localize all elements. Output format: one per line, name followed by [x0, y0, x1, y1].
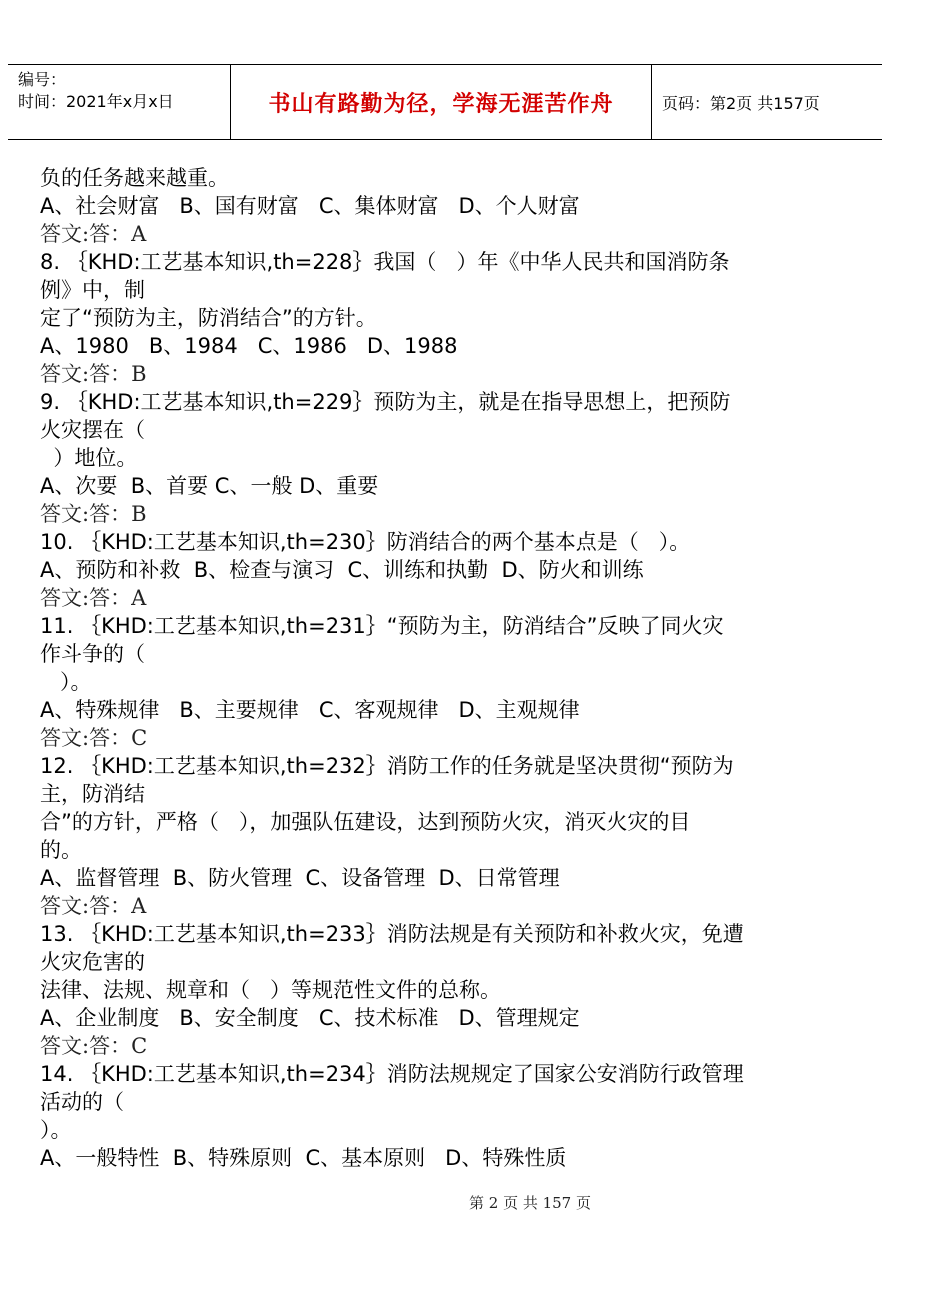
- options-line: A、特殊规律 B、主要规律 C、客观规律 D、主观规律: [40, 698, 580, 722]
- options-line: A、企业制度 B、安全制度 C、技术标准 D、管理规定: [40, 1006, 580, 1030]
- answer-line: 答文:答：C: [40, 1034, 148, 1058]
- footer-page-number: 第 2 页 共 157 页: [468, 1194, 591, 1212]
- answer-line: 答文:答：A: [40, 894, 147, 918]
- options-line: A、1980 B、1984 C、1986 D、1988: [40, 334, 458, 358]
- question-line: 合”的方针，严格（ ），加强队伍建设，达到预防火灾，消灭火灾的目: [40, 810, 691, 834]
- options-line: A、次要 B、首要 C、一般 D、重要: [40, 474, 379, 498]
- question-line: 14. ｛KHD:工艺基本知识,th=234｝消防法规规定了国家公安消防行政管理: [40, 1062, 744, 1086]
- question-line: ）。: [40, 670, 92, 694]
- question-line: 例》中，制: [40, 278, 145, 302]
- question-line: 8. ｛KHD:工艺基本知识,th=228｝我国（ ）年《中华人民共和国消防条: [40, 250, 730, 274]
- question-line: ）地位。: [40, 446, 138, 470]
- options-line: A、一般特性 B、特殊原则 C、基本原则 D、特殊性质: [40, 1146, 567, 1170]
- question-line: 11. ｛KHD:工艺基本知识,th=231｝“预防为主，防消结合”反映了同火灾: [40, 614, 724, 638]
- page-header: [8, 64, 882, 140]
- question-line: ）。: [40, 1118, 72, 1142]
- answer-line: 答文:答：C: [40, 726, 148, 750]
- question-line: 10. ｛KHD:工艺基本知识,th=230｝防消结合的两个基本点是（ ）。: [40, 530, 691, 554]
- header-page-cell: [652, 65, 882, 139]
- options-line: A、监督管理 B、防火管理 C、设备管理 D、日常管理: [40, 866, 560, 890]
- question-line: 火灾摆在（: [40, 418, 145, 442]
- answer-line: 答文:答：B: [40, 362, 147, 386]
- question-line: 活动的（: [40, 1090, 124, 1114]
- document-number-label: 编号：: [18, 70, 67, 89]
- answer-line: 答文:答：A: [40, 222, 147, 246]
- page-footer: [0, 1192, 950, 1213]
- question-line: 12. ｛KHD:工艺基本知识,th=232｝消防工作的任务就是坚决贯彻“预防为: [40, 754, 734, 778]
- options-line: A、预防和补救 B、检查与演习 C、训练和执勤 D、防火和训练: [40, 558, 644, 582]
- question-line: 法律、法规、规章和（ ）等规范性文件的总称。: [40, 978, 502, 1002]
- question-line: 13. ｛KHD:工艺基本知识,th=233｝消防法规是有关预防和补救火灾，免遭: [40, 922, 744, 946]
- header-motto: 书山有路勤为径，学海无涯苦作舟: [268, 90, 614, 117]
- answer-line: 答文:答：B: [40, 502, 147, 526]
- question-line: 的。: [40, 838, 82, 862]
- question-line: 火灾危害的: [40, 950, 145, 974]
- answer-line: 答文:答：A: [40, 586, 147, 610]
- question-line: 9. ｛KHD:工艺基本知识,th=229｝预防为主，就是在指导思想上，把预防: [40, 390, 731, 414]
- header-page-info: 页码：第2页 共157页: [662, 93, 820, 113]
- options-line: A、社会财富 B、国有财富 C、集体财富 D、个人财富: [40, 194, 580, 218]
- document-date: 时间：2021年x月x日: [18, 92, 174, 111]
- question-line: 定了“预防为主，防消结合”的方针。: [40, 306, 377, 330]
- question-line: 主，防消结: [40, 782, 145, 806]
- question-line: 负的任务越来越重。: [40, 166, 229, 190]
- question-list: [40, 164, 860, 1172]
- header-motto-cell: [230, 65, 652, 139]
- question-line: 作斗争的（: [40, 642, 145, 666]
- header-left-cell: [8, 65, 230, 139]
